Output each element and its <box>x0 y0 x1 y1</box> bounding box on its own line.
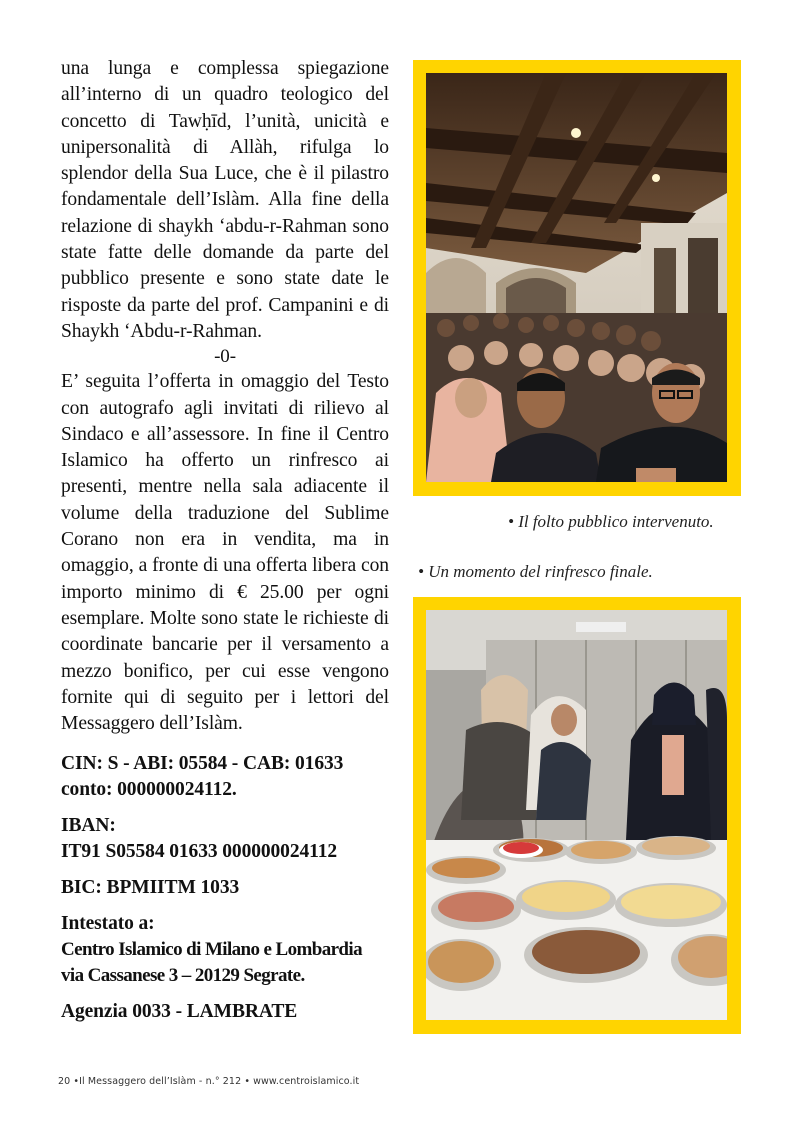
photo-audience-frame <box>413 60 741 496</box>
intestato-block <box>61 911 389 989</box>
iban-value: IT91 S05584 01633 000000024112 <box>61 841 337 863</box>
bank-cin-line: CIN: S - ABI: 05584 - CAB: 01633 <box>61 753 344 775</box>
audience-photo <box>426 73 727 482</box>
article-column <box>61 56 389 1025</box>
iban-block <box>61 813 389 865</box>
agenzia-block <box>61 999 389 1025</box>
section-divider: -0- <box>214 346 236 368</box>
photo-audience-caption: • Il folto pubblico intervenuto. <box>508 512 714 531</box>
photo-refreshment-caption: • Un momento del rinfresco finale. <box>418 562 653 581</box>
bic-line: BIC: BPMIITM 1033 <box>61 877 240 899</box>
article-paragraph-2: E’ seguita l’offerta in omaggio del Testo con autografo agli invitati di rilievo al Sindaco e all’assessore. In fine il Centro Islamico ha offerto un rinfresco ai presenti, mentre nella sala adiacente il volume della traduzione del Sublime Corano non era in vendita, ma in omaggio, a fronte di una offerta libera con importo minimo di € 25.00 per ogni esemplare. Molte sono state le richieste di coordinate bancarie per il versamento a mezzo bonifico, per cui esse vengono fornite qui di seguito per i lettori del Messaggero dell’Islàm. <box>61 371 389 735</box>
bank-conto-line: conto: 000000024112. <box>61 779 237 801</box>
agenzia-line: Agenzia 0033 - LAMBRATE <box>61 1001 298 1023</box>
intestato-label: Intestato a: <box>61 913 155 935</box>
iban-label: IBAN: <box>61 815 116 837</box>
intestato-name: Centro Islamico di Milano e Lombardia <box>61 939 362 961</box>
bic-block <box>61 875 389 901</box>
refreshment-photo <box>426 610 727 1020</box>
intestato-address: via Cassanese 3 – 20129 Segrate. <box>61 965 305 987</box>
article-body <box>61 56 389 737</box>
page-footer: 20 •Il Messaggero dell’Islàm - n.° 212 • www.centroislamico.it <box>58 1076 360 1087</box>
article-paragraph-1: una lunga e complessa spiegazione all’interno di un quadro teologico del concetto di Tawḥīd, l’unità, unicità e unipersonalità di Allàh, rifulga lo splendor della Sua Luce, che è il pilastro fondamentale dell’Islàm. Alla fine della relazione di shaykh ‘abdu-r-Rahman sono state fatte delle domande da parte del pubblico presente e sono state date le risposte da parte del prof. Campanini e di Shaykh ‘Abdu-r-Rahman. <box>61 58 389 342</box>
photo-refreshment-frame <box>413 597 741 1034</box>
bank-details <box>61 751 389 803</box>
